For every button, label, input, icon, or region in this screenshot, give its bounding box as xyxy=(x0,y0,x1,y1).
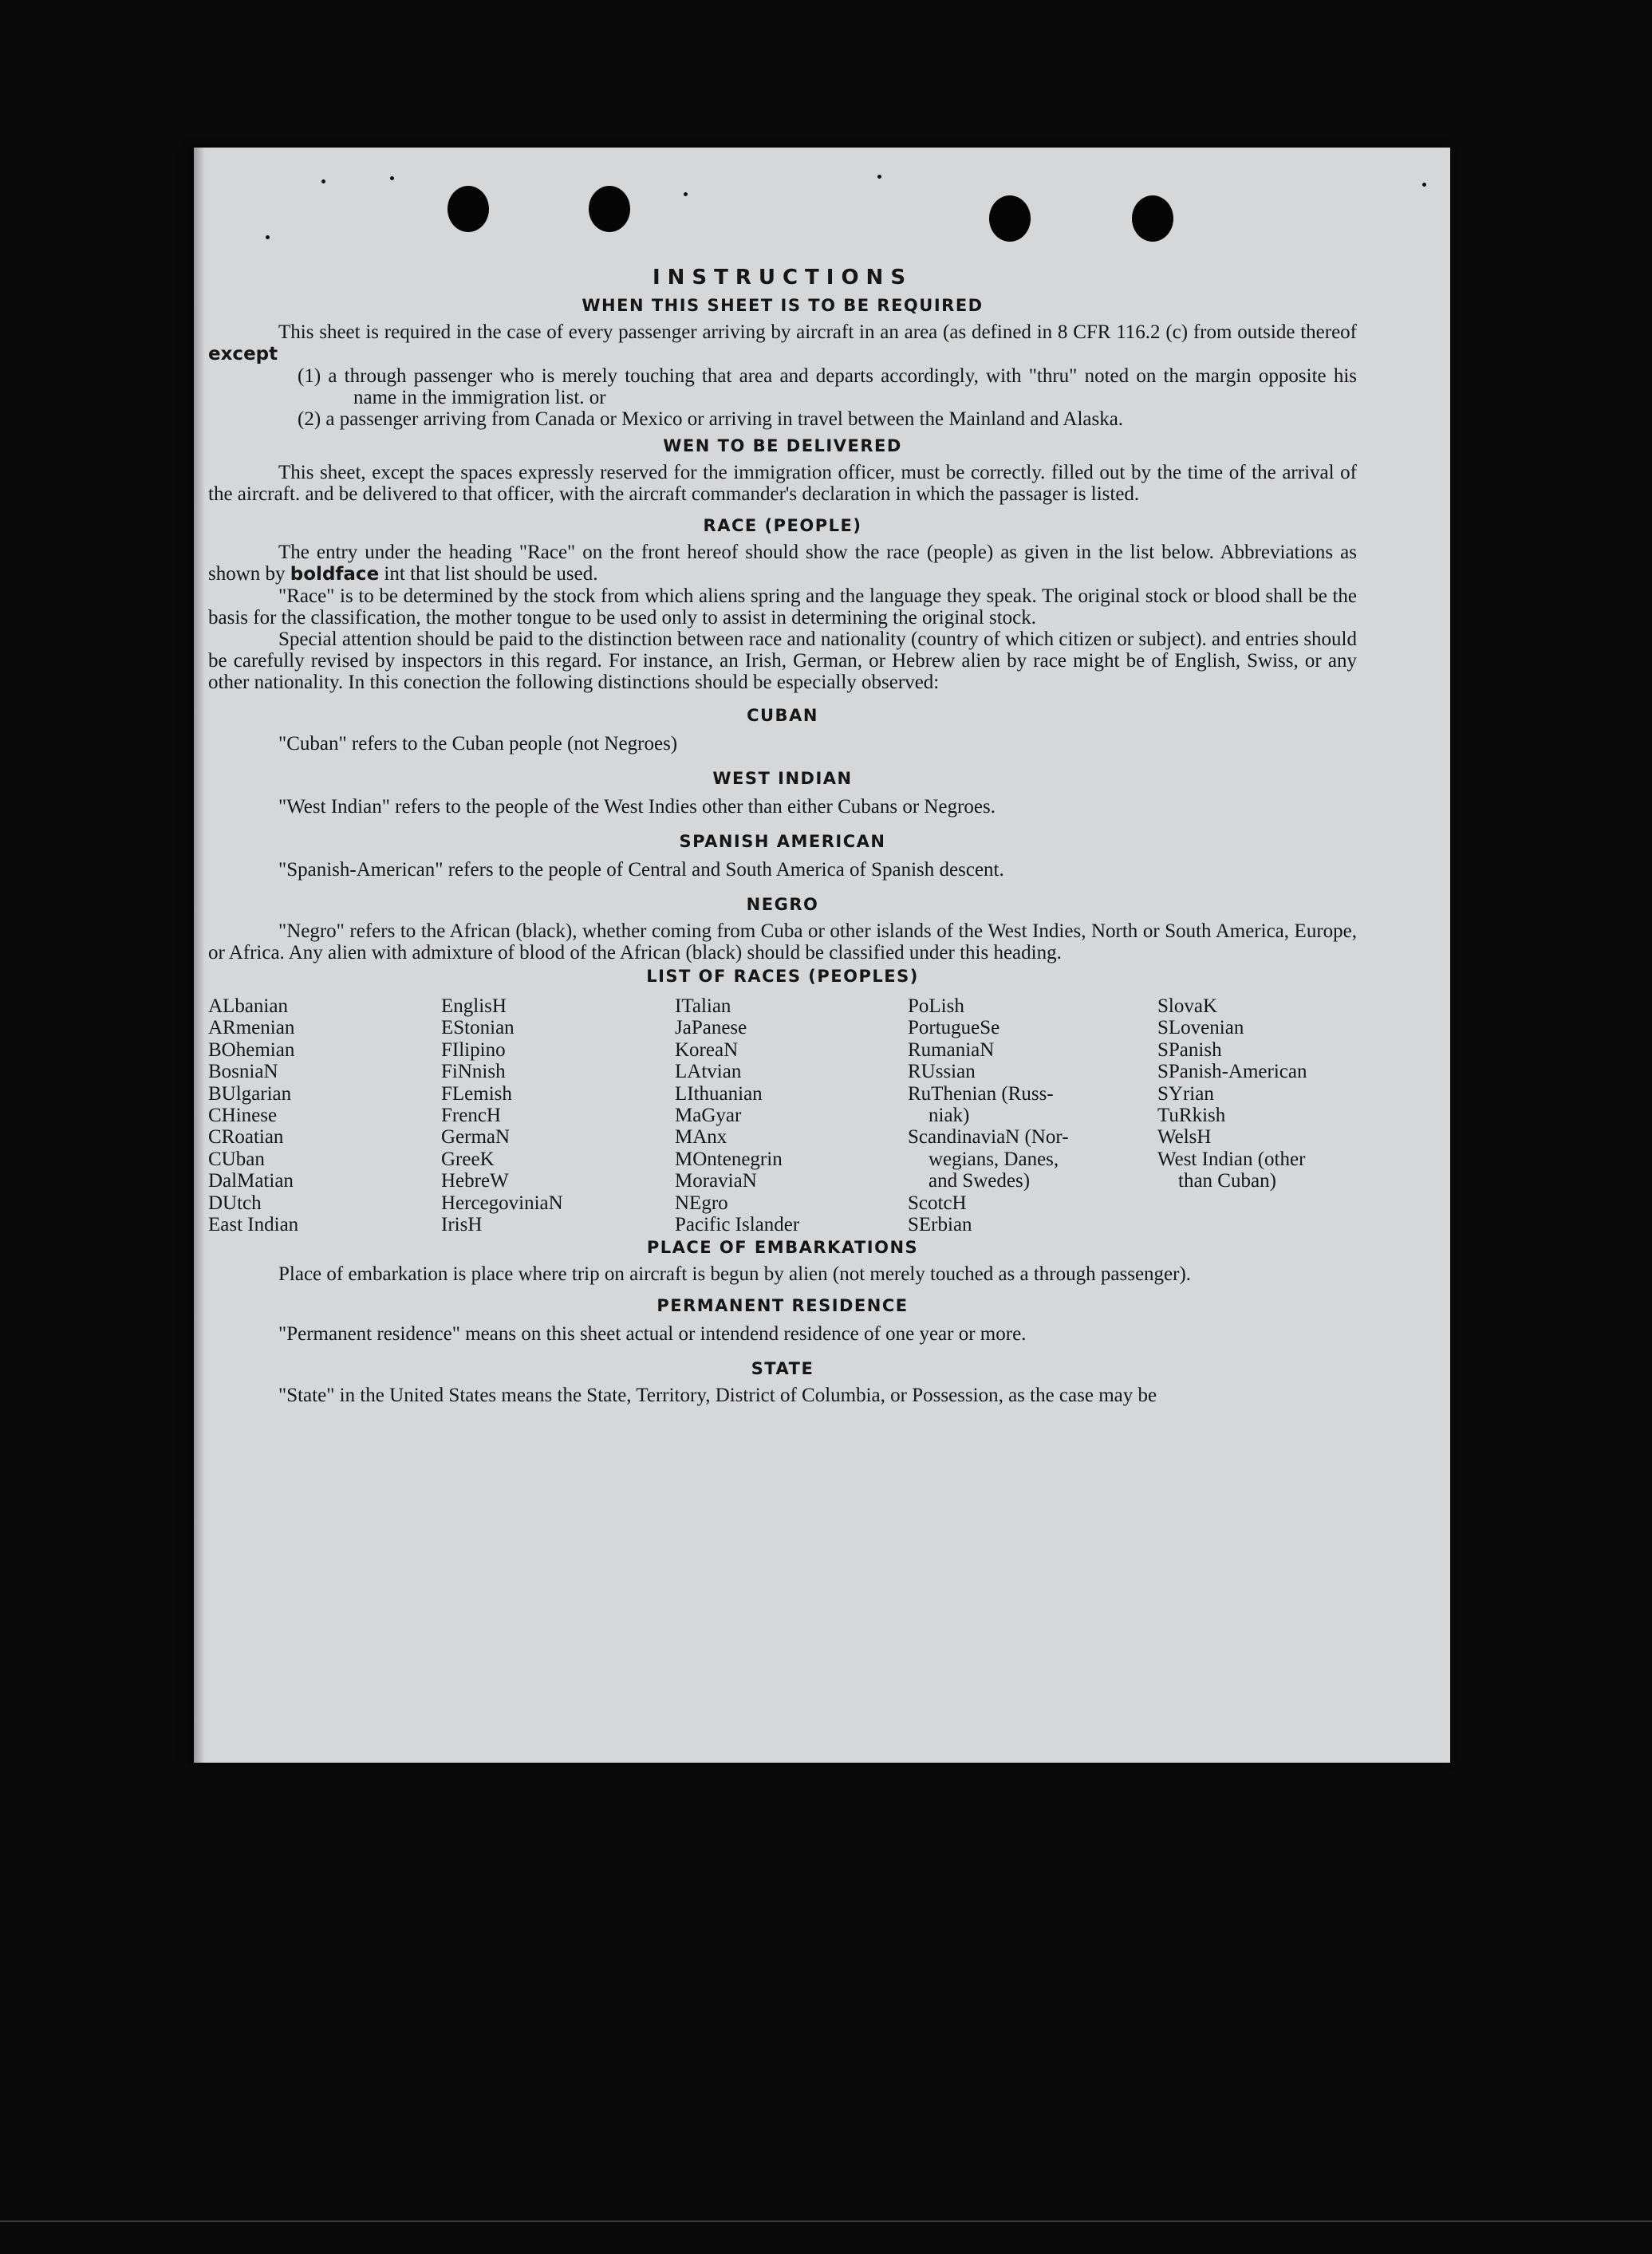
heading-embarkation: PLACE OF EMBARKATIONS xyxy=(646,1238,919,1257)
race-paragraph-2: "Race" is to be determined by the stock from which aliens spring and the language they speak. The original stock or blood shall be the basis for the classification, the mother tongue to be used only to assist in determining the original stock. xyxy=(208,585,1357,629)
speck xyxy=(877,175,881,179)
negro-text: "Negro" refers to the African (black), whether coming from Cuba or other islands of the West Indies, North or South America, Europe, or Africa. Any alien with admixture of blood of the African (black) should be classified under this heading. xyxy=(208,920,1357,963)
heading-spanish-american: SPANISH AMERICAN xyxy=(679,832,886,851)
race-entry-continuation: wegians, Danes, xyxy=(929,1148,1059,1170)
races-column-1 xyxy=(208,995,298,1235)
race-entry: DalMatian xyxy=(208,1170,294,1192)
race-entry: ARmenian xyxy=(208,1017,295,1039)
race-entry-continuation: than Cuban) xyxy=(1178,1170,1276,1192)
exception-item-2: (2) a passenger arriving from Canada or Mexico or arriving in travel between the Mainland and Alaska. xyxy=(298,408,1124,430)
race-entry: RuThenian (Russ- xyxy=(908,1082,1054,1105)
race-entry: PoLish xyxy=(908,995,964,1017)
race-entry: EnglisH xyxy=(441,995,507,1017)
speck xyxy=(390,176,394,180)
emphasis: except xyxy=(208,344,278,365)
race-entry: MAnx xyxy=(675,1126,727,1149)
residence-text: "Permanent residence" means on this sheet actual or intendend residence of one year or more. xyxy=(278,1323,1027,1345)
heading-state: STATE xyxy=(751,1359,814,1378)
document-page xyxy=(194,148,1450,1763)
heading-negro: NEGRO xyxy=(746,895,819,914)
races-column-5 xyxy=(1157,995,1307,1192)
race-entry: BUlgarian xyxy=(208,1082,292,1105)
heading-when-delivered: WEN TO BE DELIVERED xyxy=(663,436,902,455)
when-required-text: This sheet is required in the case of every passenger arriving by aircraft in an area (as defined in 8 CFR 116.2 (c) from outside thereof except xyxy=(208,321,1357,365)
cuban-text: "Cuban" refers to the Cuban people (not Negroes) xyxy=(278,733,678,755)
race-entry: RumaniaN xyxy=(908,1038,995,1061)
race-entry: BOhemian xyxy=(208,1038,295,1061)
race-entry: ALbanian xyxy=(208,995,288,1017)
race-entry: HercegoviniaN xyxy=(441,1192,563,1214)
speck xyxy=(684,192,688,196)
embarkation-text: Place of embarkation is place where trip on aircraft is begun by alien (not merely touched as a through passenger). xyxy=(278,1263,1192,1285)
race-entry: GreeK xyxy=(441,1148,495,1170)
race-entry: KoreaN xyxy=(675,1038,739,1061)
races-column-2 xyxy=(441,995,563,1235)
heading-list-of-races: LIST OF RACES (PEOPLES) xyxy=(646,967,919,986)
race-entry: BosniaN xyxy=(208,1061,278,1083)
race-entry: FIlipino xyxy=(441,1038,506,1061)
exception-item-1: (1) a through passenger who is merely touching that area and departs accordingly, with "thru" noted on the margin opposite his name in the immigration list. or xyxy=(298,365,1357,408)
race-entry: MaGyar xyxy=(675,1105,742,1127)
race-entry: WelsH xyxy=(1157,1126,1212,1149)
race-entry: IrisH xyxy=(441,1214,483,1236)
race-entry-continuation: niak) xyxy=(929,1105,970,1127)
race-entry: SPanish-American xyxy=(1157,1061,1307,1083)
document-body xyxy=(208,266,1357,1406)
race-entry: TuRkish xyxy=(1157,1105,1226,1127)
race-entry: DUtch xyxy=(208,1192,262,1214)
heading-race: RACE (PEOPLE) xyxy=(703,516,862,535)
race-entry: MOntenegrin xyxy=(675,1148,783,1170)
scan-edge-line xyxy=(0,2221,1652,2222)
race-entry: FrencH xyxy=(441,1105,501,1127)
west-indian-text: "West Indian" refers to the people of the West Indies other than either Cubans or Negroes. xyxy=(278,796,996,818)
race-entry: FLemish xyxy=(441,1082,512,1105)
punch-hole xyxy=(589,186,630,232)
race-entry: SPanish xyxy=(1157,1038,1222,1061)
race-entry: East Indian xyxy=(208,1214,299,1236)
race-entry: SErbian xyxy=(908,1214,972,1236)
race-entry: ScotcH xyxy=(908,1192,967,1214)
punch-hole xyxy=(989,195,1031,242)
race-entry: MoraviaN xyxy=(675,1170,757,1192)
races-column-3 xyxy=(675,995,799,1235)
race-entry: GermaN xyxy=(441,1126,511,1149)
race-entry-continuation: and Swedes) xyxy=(929,1170,1031,1192)
race-entry: West Indian (other xyxy=(1157,1148,1306,1170)
race-entry: JaPanese xyxy=(675,1017,747,1039)
race-entry: SlovaK xyxy=(1157,995,1217,1017)
race-entry: SLovenian xyxy=(1157,1017,1244,1039)
race-paragraph-3: Special attention should be paid to the distinction between race and nationality (country of which citizen or subject). and entries should be carefully revised by inspectors in this regard. For instance, an Irish, German, or Hebrew alien by race might be of English, Swiss, or any other nationality. In this conection the following distinctions should be especially observed: xyxy=(208,629,1357,693)
race-entry: PortugueSe xyxy=(908,1017,1000,1039)
punch-hole xyxy=(447,186,489,232)
heading-when-required: WHEN THIS SHEET IS TO BE REQUIRED xyxy=(582,296,984,315)
race-entry: NEgro xyxy=(675,1192,728,1214)
race-entry: SYrian xyxy=(1157,1082,1214,1105)
race-paragraph-1: The entry under the heading "Race" on the front hereof should show the race (people) as given in the list below. Abbreviations as shown by boldface int that list should be used. xyxy=(208,542,1357,585)
when-delivered-text: This sheet, except the spaces expressly reserved for the immigration officer, must be correctly. filled out by the time of the arrival of the aircraft. and be delivered to that officer, with the aircraft commander's declaration in which the passager is listed. xyxy=(208,462,1357,505)
state-text: "State" in the United States means the State, Territory, District of Columbia, or Possession, as the case may be xyxy=(278,1385,1157,1406)
race-entry: CRoatian xyxy=(208,1126,284,1149)
race-entry: Pacific Islander xyxy=(675,1214,800,1236)
document-title: INSTRUCTIONS xyxy=(652,266,913,290)
speck xyxy=(266,235,270,239)
punch-hole xyxy=(1132,195,1173,242)
race-entry: LAtvian xyxy=(675,1061,742,1083)
race-entry: EStonian xyxy=(441,1017,515,1039)
race-entry: CHinese xyxy=(208,1105,278,1127)
race-entry: RUssian xyxy=(908,1061,976,1083)
race-entry: FiNnish xyxy=(441,1061,506,1083)
heading-west-indian: WEST INDIAN xyxy=(712,769,853,788)
races-list xyxy=(208,995,1357,1235)
spanish-american-text: "Spanish-American" refers to the people of Central and South America of Spanish descent. xyxy=(278,859,1004,881)
heading-permanent-residence: PERMANENT RESIDENCE xyxy=(656,1296,909,1315)
race-entry: HebreW xyxy=(441,1170,509,1192)
speck xyxy=(1422,183,1426,187)
race-entry: CUban xyxy=(208,1148,265,1170)
speck xyxy=(321,179,325,183)
race-entry: LIthuanian xyxy=(675,1082,763,1105)
emphasis: boldface xyxy=(290,564,380,585)
race-entry: ITalian xyxy=(675,995,731,1017)
heading-cuban: CUBAN xyxy=(747,706,818,725)
race-entry: ScandinaviaN (Nor- xyxy=(908,1126,1069,1149)
races-column-4 xyxy=(908,995,1069,1235)
